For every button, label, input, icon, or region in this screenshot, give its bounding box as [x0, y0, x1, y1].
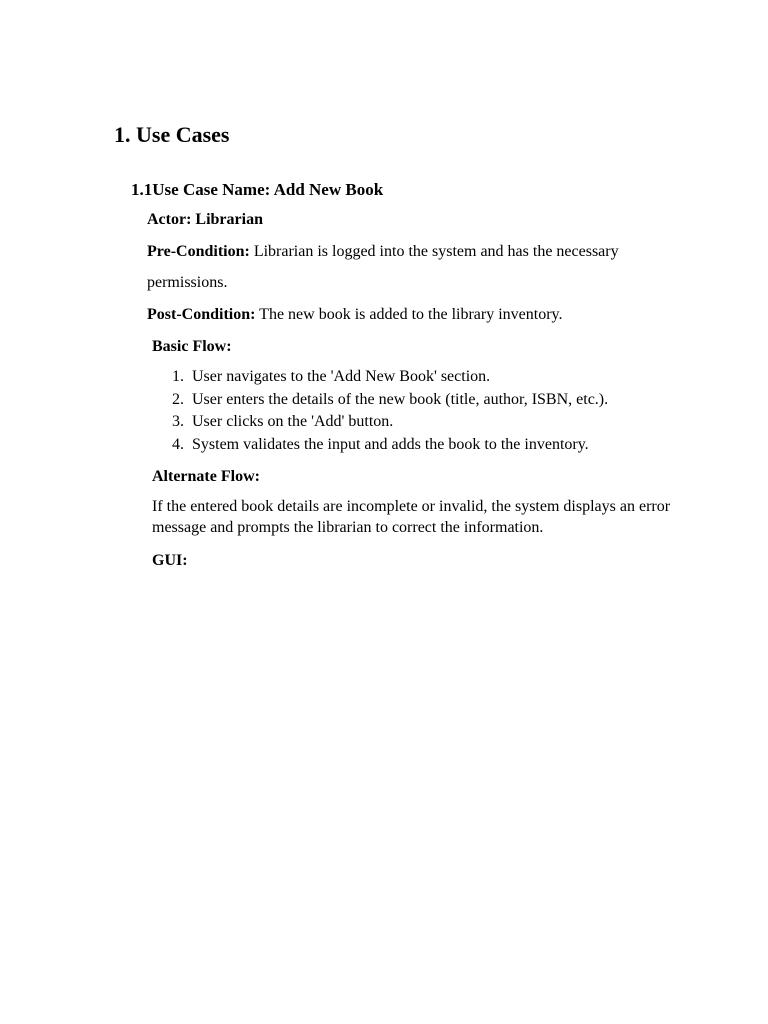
list-item [152, 411, 608, 434]
alternate-flow-text: If the entered book details are incomplete or invalid, the system displays an error message and prompts the librarian to correct the information. [152, 498, 671, 536]
pre-condition-label: Pre-Condition: [147, 243, 250, 260]
post-condition-line [147, 304, 563, 326]
post-condition-label: Post-Condition: [147, 306, 256, 323]
list-item [152, 366, 608, 389]
basic-flow-label [152, 336, 232, 358]
pre-condition-text: Librarian is logged into the system and has the necessary [249, 243, 619, 260]
step-number: 3. [172, 413, 184, 430]
gui-label [152, 550, 188, 572]
gui-label-text: GUI: [152, 552, 188, 569]
pre-condition-continuation: permissions. [147, 274, 228, 291]
basic-flow-label-text: Basic Flow: [152, 338, 232, 355]
step-text: User navigates to the 'Add New Book' section. [192, 368, 491, 385]
basic-flow-steps [152, 366, 608, 456]
alternate-flow-label [152, 466, 260, 488]
step-number: 2. [172, 390, 184, 408]
list-item [152, 434, 608, 457]
step-text: User enters the details of the new book (title, author, ISBN, etc.). [192, 390, 609, 408]
pre-condition-line [147, 241, 619, 263]
actor-line [147, 209, 263, 231]
alternate-flow-label-text: Alternate Flow: [152, 468, 260, 485]
step-text: User clicks on the 'Add' button. [192, 413, 394, 430]
post-condition-text: The new book is added to the library inventory. [255, 306, 563, 323]
actor-text: Actor: Librarian [147, 211, 263, 228]
step-number: 4. [172, 435, 184, 453]
use-case-title: 1.1Use Case Name: Add New Book [131, 180, 384, 199]
step-number: 1. [172, 368, 184, 385]
list-item [152, 389, 608, 412]
section-heading: 1. Use Cases [114, 122, 230, 147]
step-text: System validates the input and adds the book to the inventory. [192, 435, 589, 453]
